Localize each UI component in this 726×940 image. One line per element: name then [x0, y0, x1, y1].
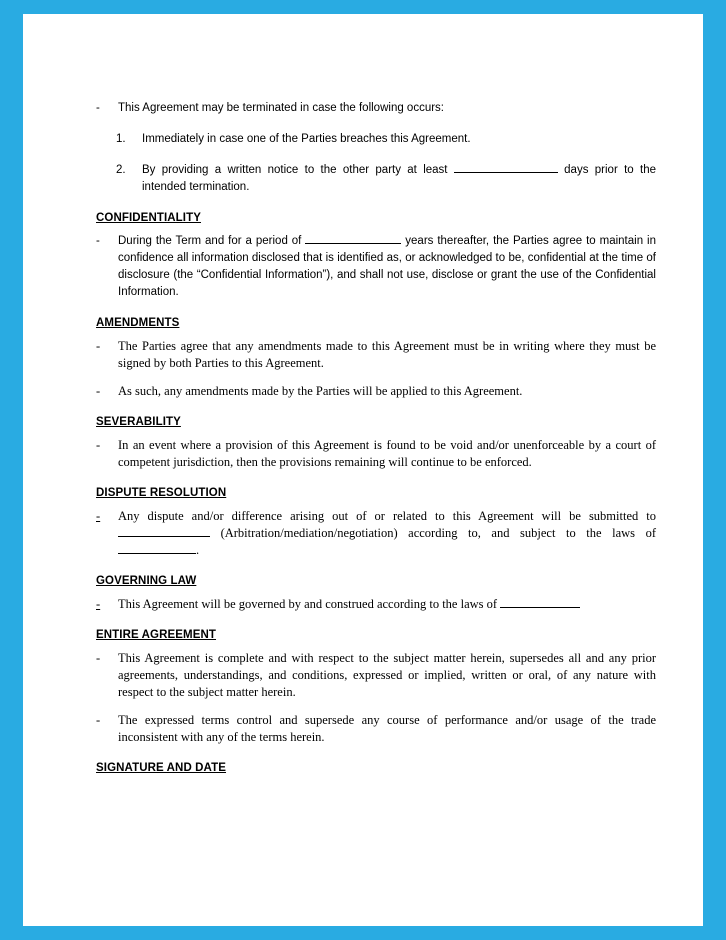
entire-agreement-bullet-2 [96, 712, 656, 746]
governing-law-text-body: This Agreement will be governed by and construed according to the laws of [118, 597, 498, 611]
dispute-resolution-paragraph [96, 508, 656, 559]
dispute-text-2: (Arbitration/mediation/negotiation) according to, and subject to the laws of [220, 526, 656, 540]
confidentiality-text-before: During the Term and for a period of [118, 235, 302, 247]
amendments-bullet-2 [96, 383, 656, 400]
termination-item-1-text: Immediately in case one of the Parties breaches this Agreement. [142, 133, 471, 145]
section-heading-entire-agreement: ENTIRE AGREEMENT [96, 629, 217, 641]
section-heading-signature-and-date: SIGNATURE AND DATE [96, 762, 227, 774]
bullet-dash-icon: - [96, 384, 101, 398]
governing-law-text [118, 596, 656, 613]
termination-item-2-text [142, 162, 656, 196]
termination-intro-row [96, 100, 656, 117]
amendments-bullet-1 [96, 338, 656, 372]
termination-item-2-text-after: days prior to the intended termination. [142, 164, 656, 193]
section-heading-confidentiality: CONFIDENTIALITY [96, 212, 201, 224]
governing-law-paragraph [96, 596, 656, 613]
dispute-text-3: . [196, 543, 200, 557]
list-number: 1. [116, 133, 126, 145]
fill-in-blank[interactable] [454, 172, 558, 173]
dispute-text-1: Any dispute and/or difference arising out of or related to this Agreement will be submitted to [118, 509, 656, 523]
severability-bullet-1-text: In an event where a provision of this Agreement is found to be void and/or unenforceable by a court of competent jurisdiction, then the provisions remaining will continue to be enforced. [118, 438, 656, 469]
fill-in-blank[interactable] [118, 536, 210, 537]
confidentiality-paragraph-row [96, 233, 656, 301]
section-heading-governing-law: GOVERNING LAW [96, 575, 197, 587]
confidentiality-paragraph-text [118, 233, 656, 301]
list-number: 2. [116, 164, 126, 176]
section-heading-dispute-resolution: DISPUTE RESOLUTION [96, 487, 227, 499]
termination-item-2-text-before: By providing a written notice to the other party at least [142, 164, 448, 176]
section-heading-amendments: AMENDMENTS [96, 317, 180, 329]
entire-agreement-bullet-2-text: The expressed terms control and supersede any course of performance and/or usage of the trade inconsistent with any of the terms herein. [118, 713, 656, 744]
termination-intro-text: This Agreement may be terminated in case the following occurs: [118, 102, 444, 114]
dispute-resolution-text [118, 508, 656, 559]
bullet-dash-icon: - [96, 235, 100, 247]
bullet-dash-icon: - [96, 438, 101, 452]
bullet-dash-icon: - [96, 597, 101, 611]
entire-agreement-bullet-1-text: This Agreement is complete and with respect to the subject matter herein, supersedes all and any prior agreements, understandings, and conditions, expressed or implied, written or oral, of any nature with respect to the subject matter herein. [118, 651, 656, 699]
severability-bullet-1 [96, 437, 656, 471]
bullet-dash-icon: - [96, 509, 101, 523]
document-content [96, 100, 656, 783]
amendments-bullet-1-text: The Parties agree that any amendments made to this Agreement must be in writing where they must be signed by both Parties to this Agreement. [118, 339, 656, 370]
fill-in-blank[interactable] [500, 607, 580, 608]
confidentiality-text-after: years thereafter, the Parties agree to maintain in confidence all information disclosed that is identified as, or acknowledged to be, confidential at the time of disclosure (the “Confidential Information”), and shall not use, disclose or grant the use of the Confidential Information. [118, 235, 656, 298]
section-heading-severability: SEVERABILITY [96, 416, 181, 428]
bullet-dash-icon: - [96, 339, 101, 353]
bullet-dash-icon: - [96, 713, 101, 727]
bullet-dash-icon: - [96, 102, 100, 114]
termination-item-1 [96, 131, 656, 148]
fill-in-blank[interactable] [305, 243, 401, 244]
amendments-bullet-2-text: As such, any amendments made by the Parties will be applied to this Agreement. [118, 384, 523, 398]
entire-agreement-bullet-1 [96, 650, 656, 701]
fill-in-blank[interactable] [118, 553, 196, 554]
document-page [23, 14, 703, 926]
termination-item-2 [96, 162, 656, 196]
bullet-dash-icon: - [96, 651, 101, 665]
